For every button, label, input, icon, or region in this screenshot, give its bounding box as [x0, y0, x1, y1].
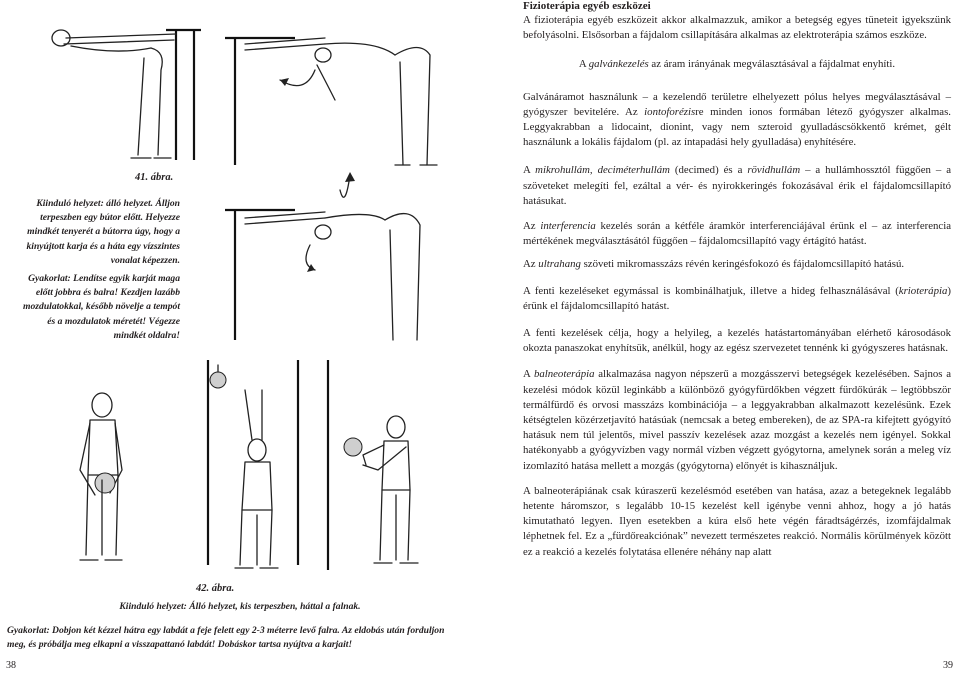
paragraph-p3 — [523, 90, 951, 151]
fig42-start-position: Kiinduló helyzet: Álló helyzet, kis terpeszben, háttal a falnak. — [119, 601, 361, 612]
emphasized-term: iontoforézis — [644, 105, 696, 118]
text-run: az áram irányának megválasztásával a fájdalmat enyhíti. — [648, 58, 896, 71]
fig41-illustration-swing-2 — [205, 170, 485, 345]
page-number-left: 38 — [6, 660, 16, 671]
emphasized-term: interferencia — [540, 220, 596, 233]
paragraph-p4 — [523, 163, 951, 209]
fig42-illustration-throw — [200, 360, 320, 575]
page-number-right: 39 — [943, 660, 953, 671]
text-run: A fizioterápia egyéb eszközeit akkor alkalmazzuk, amikor a betegség egyes tüneteit igyekszünk befolyásolni. Elsősorban a fájdalom csillapítására alkalmas az elektroterápia számos eszköze. — [523, 14, 951, 42]
text-run: ) érünk el fájdalomcsillapító hatást. — [523, 284, 951, 312]
right-page — [480, 0, 959, 673]
fig41-illustration-bending — [26, 0, 201, 165]
paragraph-p2 — [523, 57, 951, 72]
text-run: Az — [523, 220, 541, 233]
emphasized-term: rövidhullám — [747, 164, 801, 177]
fig42-illustration-catch — [318, 355, 423, 570]
paragraph-p6 — [523, 257, 951, 272]
paragraph-p8 — [523, 326, 951, 356]
text-run: szöveti mikromasszázs révén keringésfokozó és fájdalomcsillapító hatású. — [580, 258, 905, 271]
fig41-label: 41. ábra. — [135, 172, 174, 183]
paragraph-p9 — [523, 367, 951, 473]
emphasized-term: mikrohullám, deciméterhullám — [535, 164, 670, 177]
fig42-label: 42. ábra. — [196, 583, 235, 594]
text-run: Galvánáramot használunk – a kezelendő területre elhelyezett pólus helyes megválasztásával – gyógyszer bevitelére. Az — [523, 90, 951, 118]
text-run: kezelés során a kétféle áramkör interferenciájával érünk el – az interferencia mértékének megválasztásától függően – fájdalomcsillapító vagy értágító hatást. — [523, 220, 951, 248]
text-run: – a hullámhossztól függően – a szöveteket melegíti fel, ezáltal a vér- és nyirokkeringés fokozásával érik el fájdalomcsillapító hatásukat. — [523, 164, 951, 207]
text-run: A — [523, 164, 536, 177]
text-run: re minden ionos formában létező gyógyszer alkalmas. Leggyakrabban a lidocaint, dionint, vagy nem szteroid gyulladáscsökkentő krémet, gélt használunk a lokális fájdalom (pl. az íntapadási hely gyulladása) enyhítésére. — [523, 105, 951, 149]
text-run: alkalmazása nagyon népszerű a mozgásszervi betegségek kezelésében. Sajnos a kezelési módok közül leginkább a különböző gyógyfürdőkben végzett fürdőkúrák – legtöbbször termálfürdő és orvosi masszázs kombinációja – a leggyakrabban alkalmazott kezelésünk. Ezek kétségtelen közérzetjavító hatásúak (nemcsak a beteg embereken), de az SPA-ra kifejtett gyógyító hatásuk nem túl jelentős, mivel passzív kezelések azaz mozgást a kezelés nem igényel. Sokkal hatékonyabb a gyógyvízben vagy normál vízben végzett gyógytorna, amelynek során a meleg víz izomlazító hatása mellett a mozgás (gyógytorna) előnyét is kihasználjuk. — [523, 368, 951, 472]
paragraph-p7 — [523, 284, 951, 314]
emphasized-term: balneoterápia — [533, 368, 595, 381]
fig41-start-position: Kiinduló helyzet: álló helyzet. Álljon terpeszben egy bútor előtt. Helyezze mindkét tenyerét a bútorra úgy, hogy a kinyújtott karja és a háta egy vízszintes vonalat képezzen. — [26, 198, 180, 266]
text-run: (decimed) és a — [669, 164, 748, 177]
text-run: A balneoterápiának csak kúraszerű kezelésmód esetében van hatása, azaz a betegeknek legalább hetente háromszor, s legalább 10-15 kezelést kell igénybe venni ahhoz, hogy a jó hatás kimutatható legyen. Ilyen esetekben a kúra első hete végén fáradtságérzés, izomfájdalmak léphetnek fel. Ez a „fürdőreakciónak” nevezett természetes reakció. Normális körülmények között ez a reakció a kezelés folytatása ellenére néhány nap alatt — [523, 484, 951, 558]
section-title: Fizioterápia egyéb eszközei — [523, 0, 651, 12]
paragraph-p10 — [523, 484, 951, 560]
emphasized-term: ultrahang — [538, 258, 581, 271]
fig41-illustration-swing-1 — [205, 0, 485, 170]
paragraph-p5 — [523, 219, 951, 249]
fig42-illustration-hold-ball — [60, 355, 170, 570]
paragraph-p1 — [523, 13, 951, 43]
emphasized-term: galvánkezelés — [588, 58, 649, 71]
text-run: A — [523, 368, 534, 381]
fig42-exercise: Gyakorlat: Dobjon két kézzel hátra egy labdát a feje felett egy 2-3 méterre levő falra. Az eldobás után forduljon meg, és próbálja meg elkapni a visszapattanó labdát! Dobáskor tartsa nyújtva a karjait! — [7, 625, 445, 650]
right-column — [523, 0, 951, 568]
text-run: A — [578, 58, 589, 71]
text-run: A fenti kezeléseket egymással is kombinálhatjuk, illetve a hideg felhasználásával ( — [523, 284, 899, 297]
emphasized-term: krioterápia — [898, 284, 948, 297]
text-run: Az — [523, 258, 539, 271]
text-run: A fenti kezelések célja, hogy a helyileg, a kezelés hatástartományában elérhető károsodások okozta panaszokat enyhítsük, anélkül, hogy az egész szervezetet tennénk ki gyógyszeres hatásnak. — [523, 327, 951, 355]
fig41-exercise: Gyakorlat: Lendítse egyik karját maga előtt jobbra és balra! Kezdjen lazább mozdulatokkal, később növelje a tempót és a mozdulatok méretét! Végezze mindkét oldalra! — [23, 273, 180, 341]
